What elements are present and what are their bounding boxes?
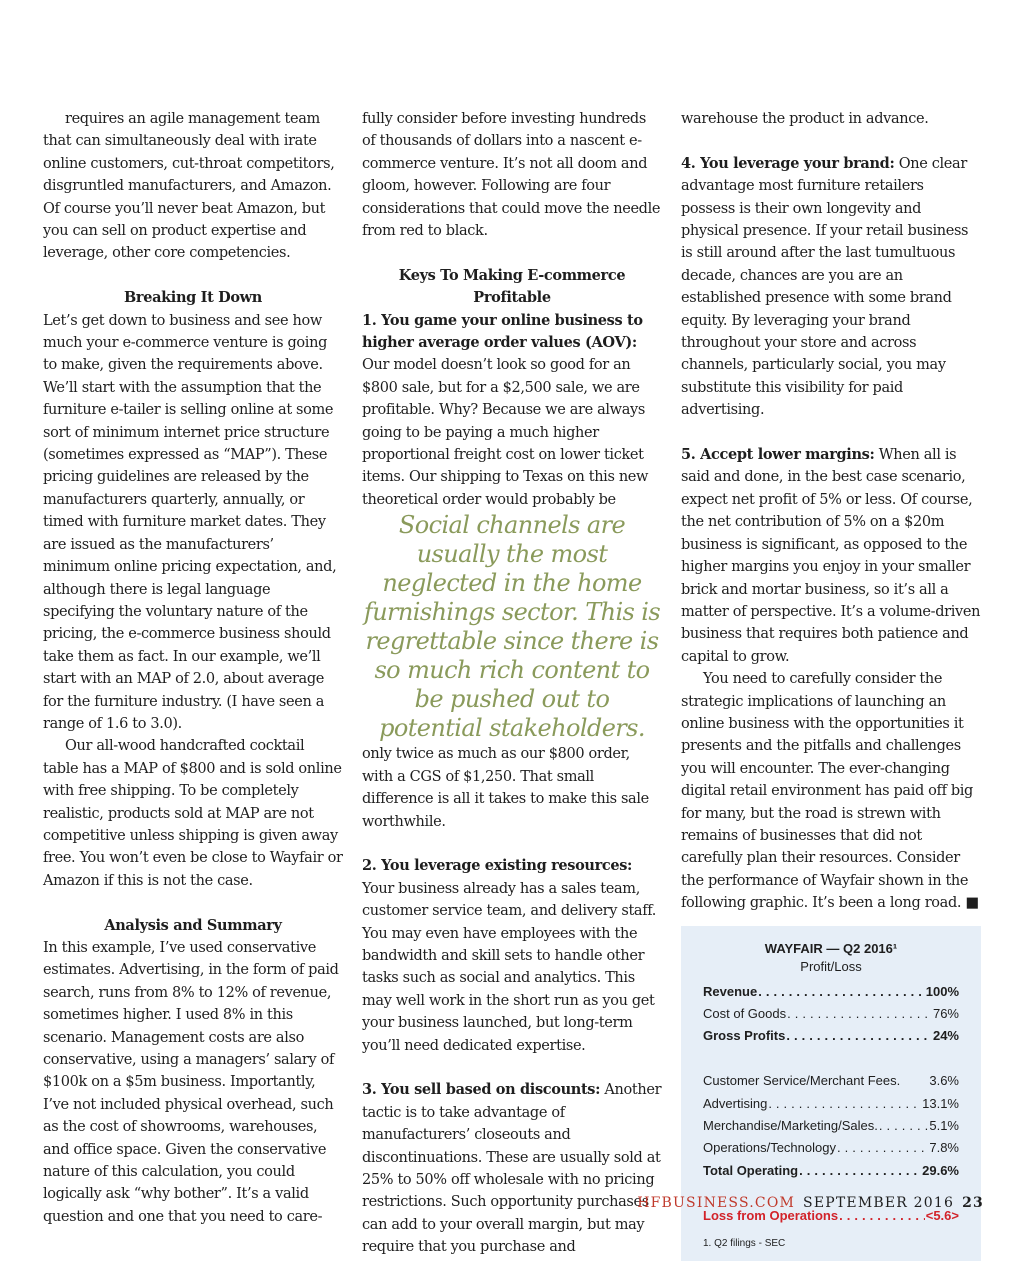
paragraph	[681, 668, 981, 914]
key-point-lead: 3. You sell based on discounts:	[362, 1081, 601, 1099]
pl-row-merchandise: Merchandise/Marketing/Sales. . . . 5.1%	[703, 1115, 959, 1137]
paragraph: Our all-wood handcrafted cocktail table has a MAP of $800 and is sold online with free shipping. To be completely realistic, products sold at MAP are not competitive unless shipping is given away free. You won’t even be close to Wayfair or Amazon if this is not the case.	[43, 738, 343, 889]
key-point-text: Your business already has a sales team, customer service team, and delivery staff. You may even have employees with the bandwidth and skill sets to handle other tasks such as social and analytics. This may well work in the short run as you get your business launched, but long-term you’ll need dedicated expertise.	[362, 880, 656, 1054]
pl-row-customer-service: Customer Service/Merchant Fees. 3.6%	[703, 1073, 959, 1089]
paragraph: Let’s get down to business and see how much your e-commerce venture is going to make, given the requirements above. We’ll start with the assumption that the furniture e-tailer is selling online at some sort of minimum internet price structure (sometimes expressed as “MAP”). These pricing guidelines are released by the manufacturers quarterly, annually, or timed with furniture market dates. They are issued as the manufacturers’ minimum online pricing expectation, and, although there is legal language specifying the voluntary nature of the pricing, the e-commerce business should take them as fact. In our example, we’ll start with an MAP of 2.0, about average for the furniture industry. (I have seen a range of 1.6 to 3.0).	[43, 312, 337, 732]
key-point-lead: 5. Accept lower margins:	[681, 446, 875, 464]
key-point-text: When all is said and done, in the best case scenario, expect net profit of 5% or less. Of course, the net contribution of 5% on a $20m business is significant, as opposed to the higher margins you enjoy in your smaller brick and mortar business, so it’s all a matter of perspective. It’s a volume-driven business that requires both patience and capital to grow.	[681, 447, 981, 665]
key-point-1	[362, 310, 662, 512]
section-heading: Analysis and Summary	[104, 916, 282, 934]
paragraph: In this example, I’ve used conservative estimates. Advertising, in the form of paid search, runs from 8% to 12% of revenue, sometimes higher. I used 8% in this scenario. Management costs are also conservative, using a managers’ salary of $100k on a $5m business. Importantly, I’ve not included physical overhead, such as the cost of showrooms, warehouses, and office space. Given the conservative nature of this calculation, you could logically ask “why bother”. It’s a valid question and one that you need to care-	[43, 940, 339, 1225]
key-point-4	[681, 153, 981, 422]
paragraph: fully consider before investing hundreds of thousands of dollars into a nascent e-commerce venture. It’s not all doom and gloom, however. Following are four considerations that could move the needle from red to black.	[362, 111, 661, 240]
pl-row-total-operating: Total Operating . . . 29.6%	[703, 1160, 959, 1182]
paragraph: warehouse the product in advance.	[681, 111, 929, 127]
page-number: 23	[962, 1195, 984, 1211]
key-point-text: One clear advantage most furniture retailers possess is their own longevity and physical presence. If your retail business is still around after the last tumultuous decade, chances are you are an established presence with some brand equity. By leveraging your brand throughout your store and across channels, particularly social, you may substitute this visibility for paid advertising.	[681, 155, 969, 419]
footer-site: HFBUSINESS.COM	[637, 1195, 796, 1211]
footer-date: SEPTEMBER 2016	[803, 1195, 955, 1211]
pl-row-gross-profits: Gross Profits . . . 24%	[703, 1025, 959, 1047]
article-column-1	[43, 108, 343, 1228]
end-mark-icon: ■	[965, 895, 979, 912]
key-point-lead: 1. You game your online business to higher average order values (AOV):	[362, 311, 643, 352]
key-point-3	[362, 1079, 662, 1258]
sidebar-title: WAYFAIR — Q2 2016¹	[764, 940, 898, 956]
paragraph: only twice as much as our $800 order, with a CGS of $1,250. That small difference is all it takes to make this sale worthwhile.	[362, 746, 649, 830]
sidebar-subtitle: Profit/Loss	[800, 958, 862, 974]
key-point-2	[362, 855, 662, 1057]
key-point-text: Another tactic is to take advantage of manufacturers’ closeouts and discontinuations. These are usually sold at 25% to 50% off wholesale with no pricing restrictions. Such opportunity purchases can add to your overall margin, but may require that you purchase and	[362, 1082, 662, 1256]
article-column-3	[681, 108, 981, 1261]
paragraph: requires an agile management team that can simultaneously deal with irate online customers, cut-throat competitors, disgruntled manufacturers, and Amazon. Of course you’ll never beat Amazon, but you can sell on product expertise and leverage, other core competencies.	[43, 111, 335, 262]
sidebar-footnote: 1. Q2 filings - SEC	[703, 1238, 786, 1250]
pl-row-loss: Loss from Operations . . . <5.6>	[703, 1205, 959, 1227]
article-column-2	[362, 108, 662, 1259]
section-heading: Keys To Making E-commerce Profitable	[398, 266, 626, 307]
closing-text: You need to carefully consider the strategic implications of launching an online business with the opportunities it presents and the pitfalls and challenges you will encounter. The ever-changing digital retail environment has paid off big for many, but the road is strewn with remains of businesses that did not carefully plan their resources. Consider the performance of Wayfair shown in the following graphic. It’s been a long road.	[681, 671, 973, 912]
key-point-lead: 2. You leverage existing resources:	[362, 857, 633, 875]
page-footer	[637, 1195, 984, 1211]
key-point-lead: 4. You leverage your brand:	[681, 154, 895, 172]
pl-row-cost-of-goods: Cost of Goods . . . 76%	[703, 1003, 959, 1025]
key-point-5	[681, 444, 981, 668]
pull-quote: Social channels are usually the most neglected in the home furnishings sector. This is regrettable since there is so much rich content to be pushed out to potential stakeholders.	[363, 511, 661, 743]
pl-row-operations: Operations/Technology . . . 7.8%	[703, 1137, 959, 1159]
pl-row-advertising: Advertising . . . 13.1%	[703, 1093, 959, 1115]
key-point-text: Our model doesn’t look so good for an $800 sale, but for a $2,500 sale, we are profitable. Why? Because we are always going to be paying a much higher proportional freight cost on lower ticket items. Our shipping to Texas on this new theoretical order would probably be	[362, 357, 649, 508]
pl-row-revenue: Revenue . . . 100%	[703, 981, 959, 1003]
section-heading: Breaking It Down	[124, 289, 262, 307]
